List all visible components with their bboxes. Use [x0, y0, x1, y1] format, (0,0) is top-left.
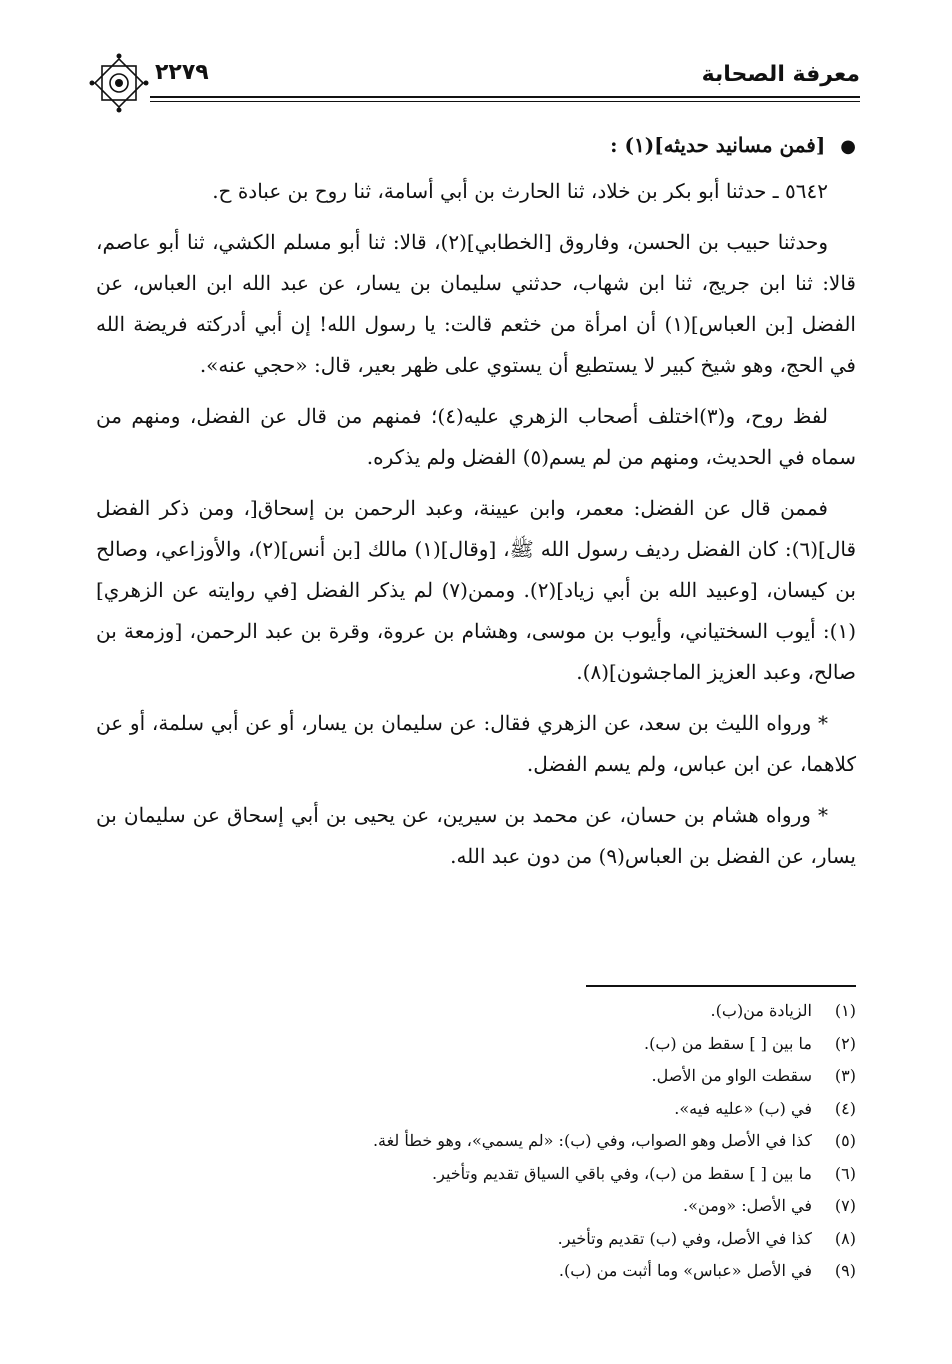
footnote-number: (٩) — [834, 1261, 856, 1280]
main-text — [96, 125, 856, 887]
footnote-text: في (ب) «عليه فيه». — [674, 1098, 812, 1118]
footnote-number: (٥) — [834, 1131, 856, 1150]
section-heading — [96, 125, 856, 167]
paragraph: فممن قال عن الفضل: معمر، وابن عيينة، وعبد الرحمن بن إسحاق[، ومن ذكر الفضل قال](٦): كان الفضل رديف رسول الله ﷺ، [وقال](١) مالك [بن أنس](٢)، والأوزاعي، وصالح بن كيسان، [وعبيد الله بن أبي زياد](٢). وممن(٧) لم يذكر الفضل [في روايته عن الزهري](١): أيوب السختياني، وأيوب بن موسى، وهشام بن عروة، وقرة بن عبد الرحمن، [وزمعة بن صالح، وعبد العزيز الماجشون](٨). — [96, 496, 857, 684]
footnote — [96, 1190, 856, 1223]
star-ornament-icon — [88, 52, 150, 114]
footnote-number: (١) — [834, 1001, 856, 1020]
footnote-number: (٤) — [834, 1098, 856, 1118]
footnote-text: الزيادة من(ب). — [710, 1001, 812, 1020]
footnote — [96, 995, 856, 1028]
paragraph: * ورواه هشام بن حسان، عن محمد بن سيرين، عن يحيى بن أبي إسحاق عن سليمان بن يسار، عن الفضل بن العباس(٩) من دون عبد الله. — [96, 803, 856, 868]
section-heading-text: [فمن مسانيد حديثه](١) : — [610, 133, 826, 157]
footnote-separator — [586, 985, 856, 987]
footnote — [96, 1060, 856, 1093]
footnote — [96, 1028, 856, 1061]
footnote-text: ما بين [ ] سقط من (ب). — [644, 1033, 812, 1053]
footnote-text: في الأصل «عباس» وما أثبت من (ب). — [558, 1261, 812, 1280]
footnote — [96, 1255, 856, 1288]
footnote-text: في الأصل: «ومن». — [683, 1196, 812, 1215]
footnote-text: سقطت الواو من الأصل. — [651, 1066, 812, 1085]
footnote — [96, 1093, 856, 1126]
footnote-text: ما بين [ ] سقط من (ب)، وفي باقي السياق تقديم وتأخير. — [432, 1163, 812, 1183]
footnote-number: (٣) — [834, 1066, 856, 1085]
footnote-text: كذا في الأصل وهو الصواب، وفي (ب): «لم يسمي»، وهو خطأ لغة. — [372, 1131, 812, 1150]
footnote — [96, 1158, 856, 1191]
footnote-text: كذا في الأصل، وفي (ب) تقديم وتأخير. — [557, 1228, 812, 1248]
footnote-number: (٨) — [834, 1228, 856, 1248]
footnote — [96, 1223, 856, 1256]
page-number: ٢٢٧٩ — [155, 60, 209, 85]
footnote-number: (٧) — [834, 1196, 856, 1215]
paragraph: لفظ روح، و(٣)اختلف أصحاب الزهري عليه(٤)؛ فمنهم من قال عن الفضل، ومنهم من سماه في الحديث، ومنهم من لم يسم(٥) الفضل ولم يذكره. — [96, 404, 856, 469]
footnote — [96, 1125, 856, 1158]
paragraph: * ورواه الليث بن سعد، عن الزهري فقال: عن سليمان بن يسار، أو عن أبي سلمة، أو عن كلاهما، عن ابن عباس، ولم يسم الفضل. — [96, 711, 856, 776]
footnote-number: (٢) — [834, 1033, 856, 1053]
footnote-number: (٦) — [834, 1163, 856, 1183]
footnotes — [96, 995, 856, 1288]
paragraph: وحدثنا حبيب بن الحسن، وفاروق [الخطابي](٢)، قالا: ثنا أبو مسلم الكشي، ثنا أبو عاصم، قالا: ثنا ابن جريج، ثنا ابن شهاب، حدثني سليمان بن يسار، عن عبد الله ابن العباس، عن الفضل [بن العباس](١) أن امرأة من خثعم قالت: يا رسول الله! إن أبي أدركته فريضة الله في الحج، وهو شيخ كبير لا يستطيع أن يستوي على ظهر بعير، قال: «حجي عنه». — [96, 230, 856, 377]
paragraph: ٥٦٤٢ ـ حدثنا أبو بكر بن خلاد، ثنا الحارث بن أبي أسامة، ثنا روح بن عبادة ح. — [212, 179, 828, 203]
page-header-title: معرفة الصحابة — [701, 62, 860, 87]
bullet-icon: ● — [840, 136, 856, 157]
header-rule — [150, 96, 860, 102]
